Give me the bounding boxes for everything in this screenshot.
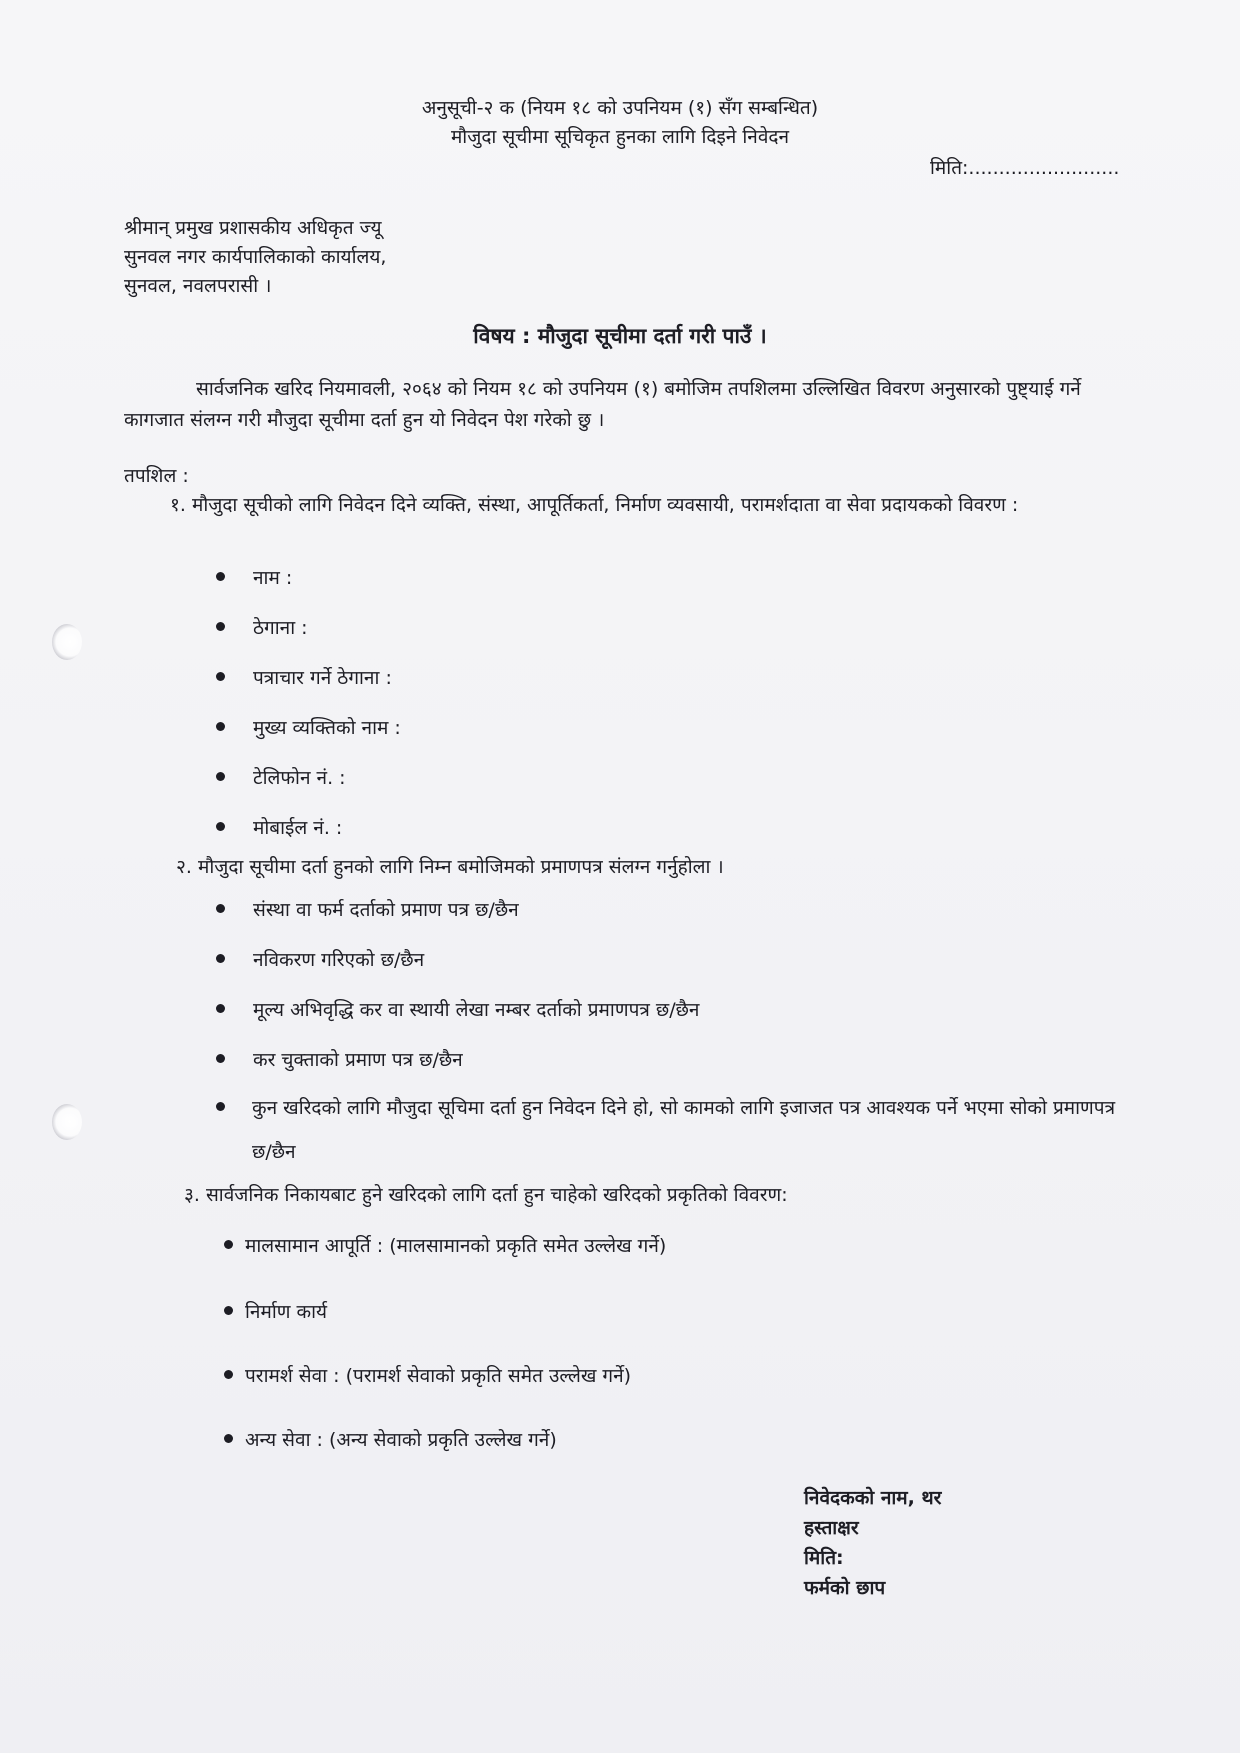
bullet-icon [224, 1434, 233, 1443]
item-text: नविकरण गरिएको छ/छैन [253, 949, 425, 971]
firm-stamp-label: फर्मको छाप [804, 1577, 886, 1599]
section-3-heading [184, 1180, 1124, 1211]
address-line-3: सुनवल, नवलपरासी । [124, 275, 272, 297]
signature-label: हस्ताक्षर [804, 1517, 859, 1539]
punch-hole-bottom [52, 1104, 82, 1140]
list-item [216, 1086, 1136, 1174]
item-text: निर्माण कार्य [245, 1301, 328, 1323]
section-2-heading [176, 852, 1126, 883]
tapsil-label: तपशिल : [124, 465, 189, 487]
list-item [216, 764, 346, 790]
item-text: पत्राचार गर्ने ठेगाना : [253, 667, 392, 689]
bullet-icon [216, 1004, 225, 1013]
bullet-icon [216, 822, 225, 831]
intro-paragraph: सार्वजनिक खरिद नियमावली, २०६४ को नियम १८ को उपनियम (१) बमोजिम तपशिलमा उल्लिखित विवरण अनुसारको पुष्ट्याई गर्ने कागजात संलग्न गरी मौजुदा सूचीमा दर्ता हुन यो निवेदन पेश गरेको छु । [124, 378, 1081, 431]
signature-date-label: मिति: [804, 1547, 844, 1569]
item-text: ठेगाना : [253, 617, 308, 639]
punch-hole-top [52, 624, 82, 660]
item-text: कर चुक्ताको प्रमाण पत्र छ/छैन [253, 1049, 463, 1071]
bullet-icon [216, 622, 225, 631]
list-item [216, 996, 699, 1022]
list-item [216, 714, 401, 740]
bullet-icon [224, 1306, 233, 1315]
bullet-icon [216, 1054, 225, 1063]
item-text: संस्था वा फर्म दर्ताको प्रमाण पत्र छ/छैन [253, 899, 519, 921]
list-item [224, 1362, 631, 1388]
bullet-icon [216, 572, 225, 581]
address-line-1: श्रीमान् प्रमुख प्रशासकीय अधिकृत ज्यू [124, 217, 382, 239]
date-field: मिति:......................... [930, 157, 1120, 179]
item-text: नाम : [253, 567, 293, 589]
item-text: कुन खरिदको लागि मौजुदा सूचिमा दर्ता हुन निवेदन दिने हो, सो कामको लागि इजाजत पत्र आवश्यक पर्ने भएमा सोको प्रमाणपत्र छ/छैन [252, 1097, 1116, 1163]
item-text: मुख्य व्यक्तिको नाम : [253, 717, 401, 739]
section-2-heading-text: २. मौजुदा सूचीमा दर्ता हुनको लागि निम्न बमोजिमको प्रमाणपत्र संलग्न गर्नुहोला । [176, 856, 724, 878]
list-item [216, 946, 424, 972]
item-text: अन्य सेवा : (अन्य सेवाको प्रकृति उल्लेख गर्ने) [245, 1429, 557, 1451]
item-text: मालसामान आपूर्ति : (मालसामानको प्रकृति समेत उल्लेख गर्ने) [245, 1235, 667, 1257]
list-item [216, 564, 292, 590]
bullet-icon [216, 954, 225, 963]
section-3-heading-text: ३. सार्वजनिक निकायबाट हुने खरिदको लागि दर्ता हुन चाहेको खरिदको प्रकृतिको विवरण: [184, 1184, 788, 1206]
applicant-name-label: निवेदकको नाम, थर [804, 1487, 942, 1509]
list-item [216, 664, 392, 690]
list-item [224, 1298, 327, 1324]
schedule-heading: अनुसूची-२ क (नियम १८ को उपनियम (१) सँग सम्बन्धित) [421, 97, 819, 119]
bullet-icon [224, 1370, 233, 1379]
list-item [216, 1046, 463, 1072]
subject-line: विषय : मौजुदा सूचीमा दर्ता गरी पाउँ । [473, 324, 767, 348]
address-line-2: सुनवल नगर कार्यपालिकाको कार्यालय, [124, 246, 387, 268]
bullet-icon [216, 672, 225, 681]
section-1-heading [170, 490, 1130, 521]
list-item [216, 896, 519, 922]
item-text: मूल्य अभिवृद्धि कर वा स्थायी लेखा नम्बर दर्ताको प्रमाणपत्र छ/छैन [253, 999, 700, 1021]
item-text: परामर्श सेवा : (परामर्श सेवाको प्रकृति समेत उल्लेख गर्ने) [245, 1365, 632, 1387]
list-item [216, 614, 308, 640]
item-text: टेलिफोन नं. : [253, 767, 346, 789]
list-item [224, 1426, 557, 1452]
bullet-icon [216, 722, 225, 731]
list-item [216, 814, 342, 840]
list-item [224, 1232, 666, 1258]
section-1-heading-text: १. मौजुदा सूचीको लागि निवेदन दिने व्यक्ति, संस्था, आपूर्तिकर्ता, निर्माण व्यवसायी, परामर्शदाता वा सेवा प्रदायकको विवरण : [170, 494, 1019, 516]
form-title: मौजुदा सूचीमा सूचिकृत हुनका लागि दिइने निवेदन [450, 126, 790, 148]
bullet-icon [216, 904, 225, 913]
item-text: मोबाईल नं. : [253, 817, 343, 839]
bullet-icon [216, 772, 225, 781]
bullet-icon [224, 1240, 233, 1249]
bullet-icon [216, 1102, 225, 1111]
